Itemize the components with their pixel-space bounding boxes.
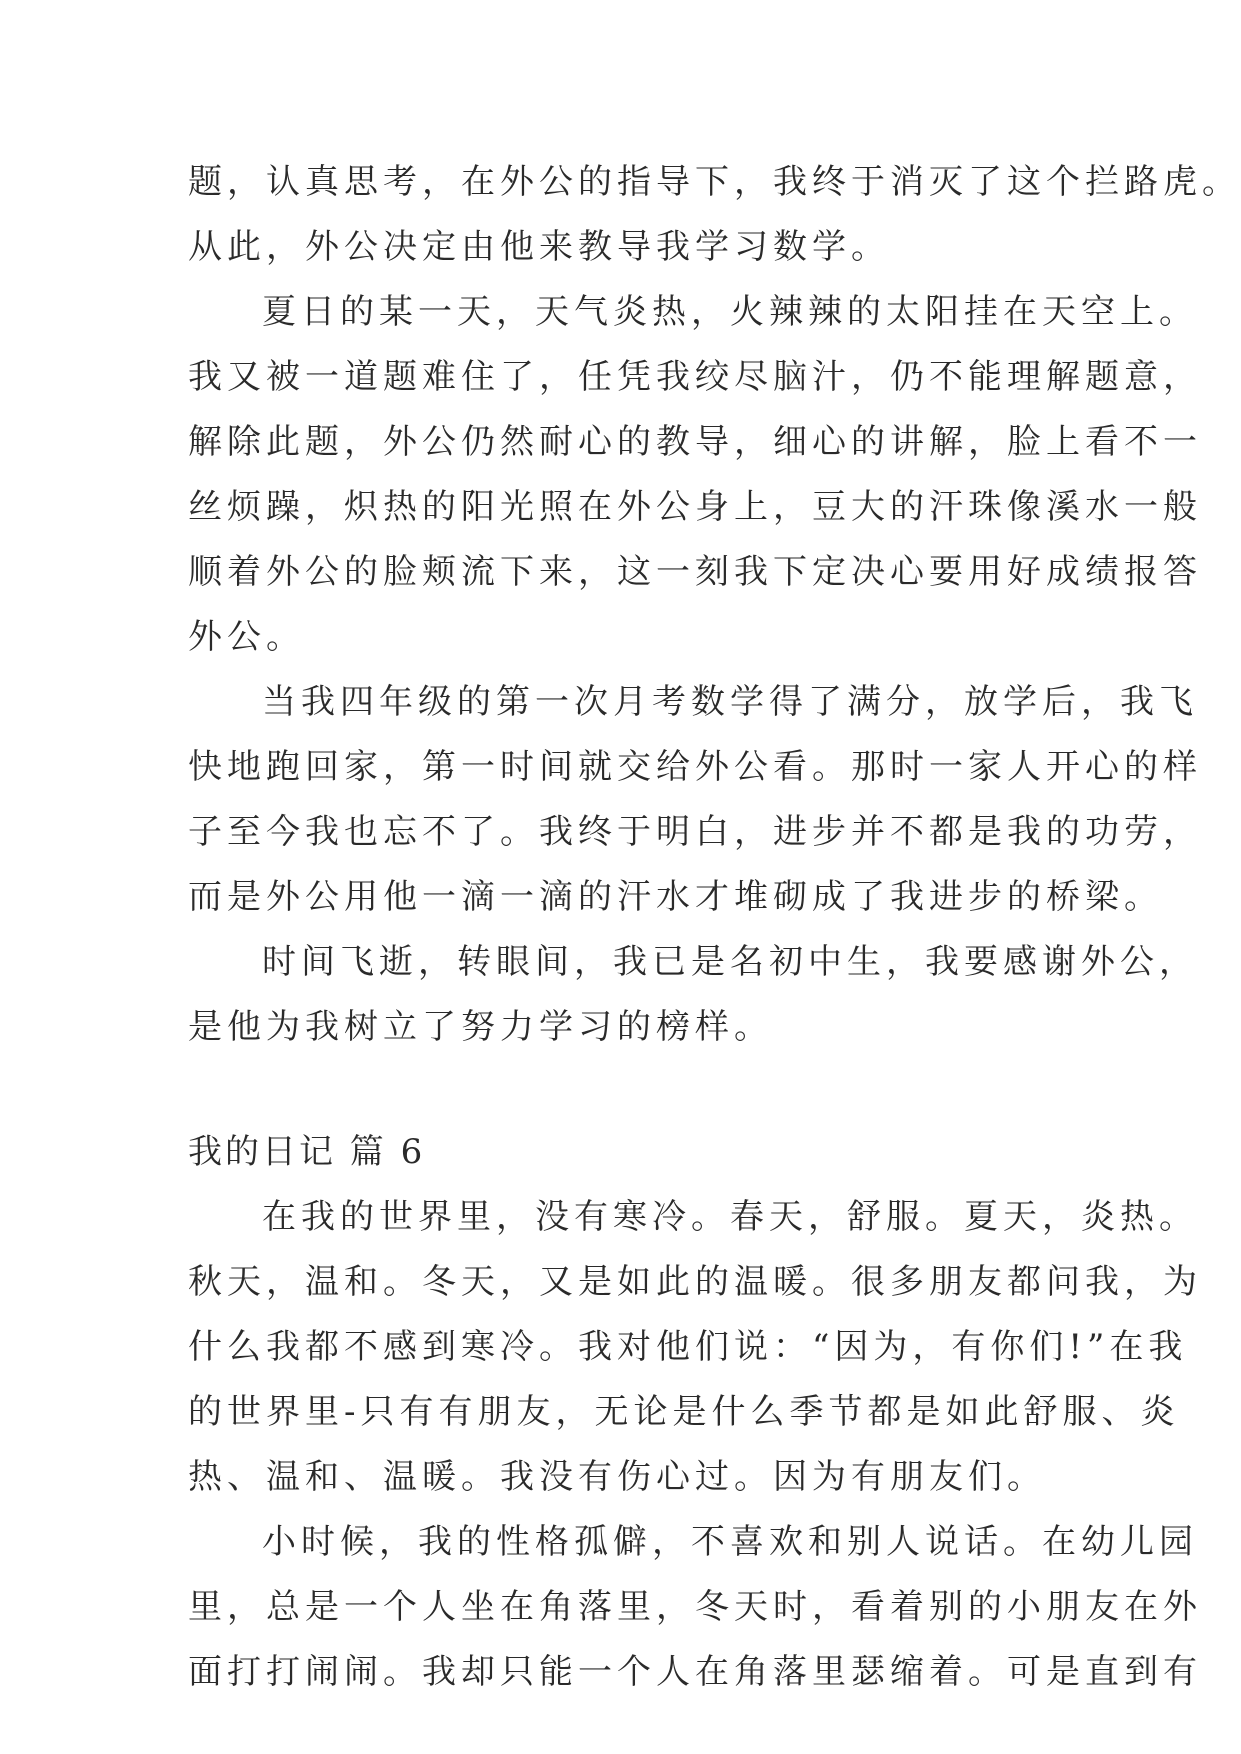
section-title: 我的日记 篇 6	[188, 1132, 426, 1172]
text-line: 快地跑回家，第一时间就交给外公看。那时一家人开心的样	[188, 747, 1202, 787]
document-body	[188, 150, 1241, 1705]
paragraph	[188, 930, 1198, 1060]
text-line: 夏日的某一天，天气炎热，火辣辣的太阳挂在天空上。	[262, 292, 1198, 332]
text-line: 而是外公用他一滴一滴的汗水才堆砌成了我进步的桥梁。	[188, 877, 1163, 917]
text-line: 题，认真思考，在外公的指导下，我终于消灭了这个拦路虎。	[188, 162, 1241, 202]
text-line: 在我的世界里，没有寒冷。春天，舒服。夏天，炎热。	[262, 1197, 1198, 1237]
text-line: 面打打闹闹。我却只能一个人在角落里瑟缩着。可是直到有	[188, 1652, 1202, 1692]
section-spacer	[188, 1060, 1068, 1120]
text-line: 时间飞逝，转眼间，我已是名初中生，我要感谢外公，	[262, 942, 1198, 982]
text-line: 的世界里-只有有朋友，无论是什么季节都是如此舒服、炎	[188, 1392, 1180, 1432]
text-line: 是他为我树立了努力学习的榜样。	[188, 1007, 773, 1047]
text-line: 热、温和、温暖。我没有伤心过。因为有朋友们。	[188, 1457, 1046, 1497]
text-line: 小时候，我的性格孤僻，不喜欢和别人说话。在幼儿园	[262, 1522, 1198, 1562]
text-line: 当我四年级的第一次月考数学得了满分，放学后，我飞	[262, 682, 1198, 722]
text-line: 解除此题，外公仍然耐心的教导，细心的讲解，脸上看不一	[188, 422, 1202, 462]
text-line: 从此，外公决定由他来教导我学习数学。	[188, 227, 890, 267]
text-line: 丝烦躁，炽热的阳光照在外公身上，豆大的汗珠像溪水一般	[188, 487, 1202, 527]
paragraph	[188, 1185, 1202, 1510]
text-line: 里，总是一个人坐在角落里，冬天时，看着别的小朋友在外	[188, 1587, 1202, 1627]
paragraph	[188, 150, 1241, 280]
text-line: 我又被一道题难住了，任凭我绞尽脑汁，仍不能理解题意，	[188, 357, 1202, 397]
text-line: 秋天，温和。冬天，又是如此的温暖。很多朋友都问我，为	[188, 1262, 1202, 1302]
paragraph	[188, 670, 1202, 930]
paragraph	[188, 1510, 1202, 1705]
text-line: 子至今我也忘不了。我终于明白，进步并不都是我的功劳，	[188, 812, 1202, 852]
text-line: 顺着外公的脸颊流下来，这一刻我下定决心要用好成绩报答	[188, 552, 1202, 592]
text-line: 外公。	[188, 617, 305, 657]
paragraph	[188, 280, 1202, 670]
text-line: 什么我都不感到寒冷。我对他们说：“因为，有你们!”在我	[188, 1327, 1188, 1367]
